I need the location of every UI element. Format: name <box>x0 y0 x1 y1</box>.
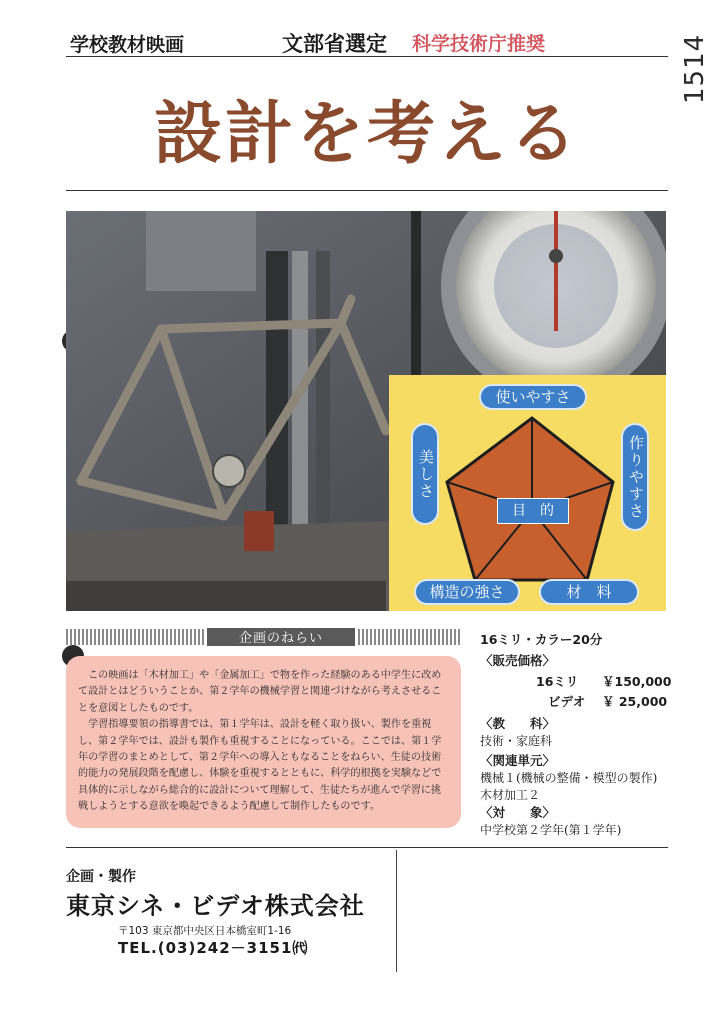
ministry-selection: 文部省選定 <box>282 32 387 56</box>
handwritten-catalog-number: 1514 <box>680 33 710 104</box>
price-16mm-label: 16ミリ <box>536 674 579 689</box>
factor-material: 材 料 <box>539 579 639 605</box>
subject: 技術・家庭科 <box>480 734 553 748</box>
factor-beauty: 美しさ <box>411 423 439 525</box>
footer-divider <box>396 850 397 972</box>
design-factors-diagram <box>389 375 666 611</box>
company-name: 東京シネ・ビデオ株式会社 <box>66 892 365 920</box>
aims-heading: 企画のねらい <box>205 626 357 648</box>
unit-1: 機械１(機械の整備・模型の製作) <box>480 771 658 785</box>
aims-paragraph: この映画は「木材加工」や「金属加工」で物を作った経験のある中学生に改めて設計とはどういうことか、第２学年の機械学習と関連づけながら考えさせることを意図としたものです。 <box>78 670 442 714</box>
factor-purpose: 目 的 <box>497 498 569 524</box>
price-16mm: ￥150,000 <box>602 674 672 689</box>
factor-structural-strength: 構造の強さ <box>414 579 520 605</box>
film-category: 学校教材映画 <box>70 34 185 56</box>
price-video: ￥ 25,000 <box>602 694 668 709</box>
film-format: 16ミリ・カラー20分 <box>480 632 603 647</box>
target-heading: 〈対 象〉 <box>480 805 556 820</box>
target-audience: 中学校第２学年(第１学年) <box>480 823 622 837</box>
unit-heading: 〈関連単元〉 <box>480 753 556 768</box>
producer-label: 企画・製作 <box>66 869 136 885</box>
factor-manufacturability: 作りやすさ <box>621 423 649 531</box>
subject-heading: 〈教 科〉 <box>480 716 556 731</box>
unit-2: 木材加工２ <box>480 788 541 802</box>
header-rule <box>66 56 668 57</box>
factor-usability: 使いやすさ <box>479 384 587 410</box>
page-title: 設計を考える <box>153 95 580 174</box>
company-address: 〒103 東京都中央区日本橋室町1-16 <box>118 925 292 937</box>
aims-text-box <box>66 656 461 828</box>
title-rule <box>66 190 668 191</box>
footer-rule <box>66 847 668 848</box>
aims-paragraph: 学習指導要領の指導書では、第１学年は、設計を軽く取り扱い、製作を重視し、第２学年では、設計も製作も重視することになっている。ここでは、第１学年の学習のまとめとして、第２学年への導入ともなることをねらい、生徒の技術的能力の発展段階を配慮し、体験を重視するとともに、科学的根拠を実験などで具体的に示しながら総合的に設計について理解して、生徒たちが進んで学習に挑戦しようとする意欲を喚起できるよう配慮して制作したものです。 <box>78 719 442 813</box>
price-heading: 〈販売価格〉 <box>480 653 556 668</box>
price-video-label: ビデオ <box>548 694 586 709</box>
agency-recommendation: 科学技術庁推奨 <box>412 33 546 55</box>
company-telephone: TEL.(03)242－3151㈹ <box>118 939 309 957</box>
